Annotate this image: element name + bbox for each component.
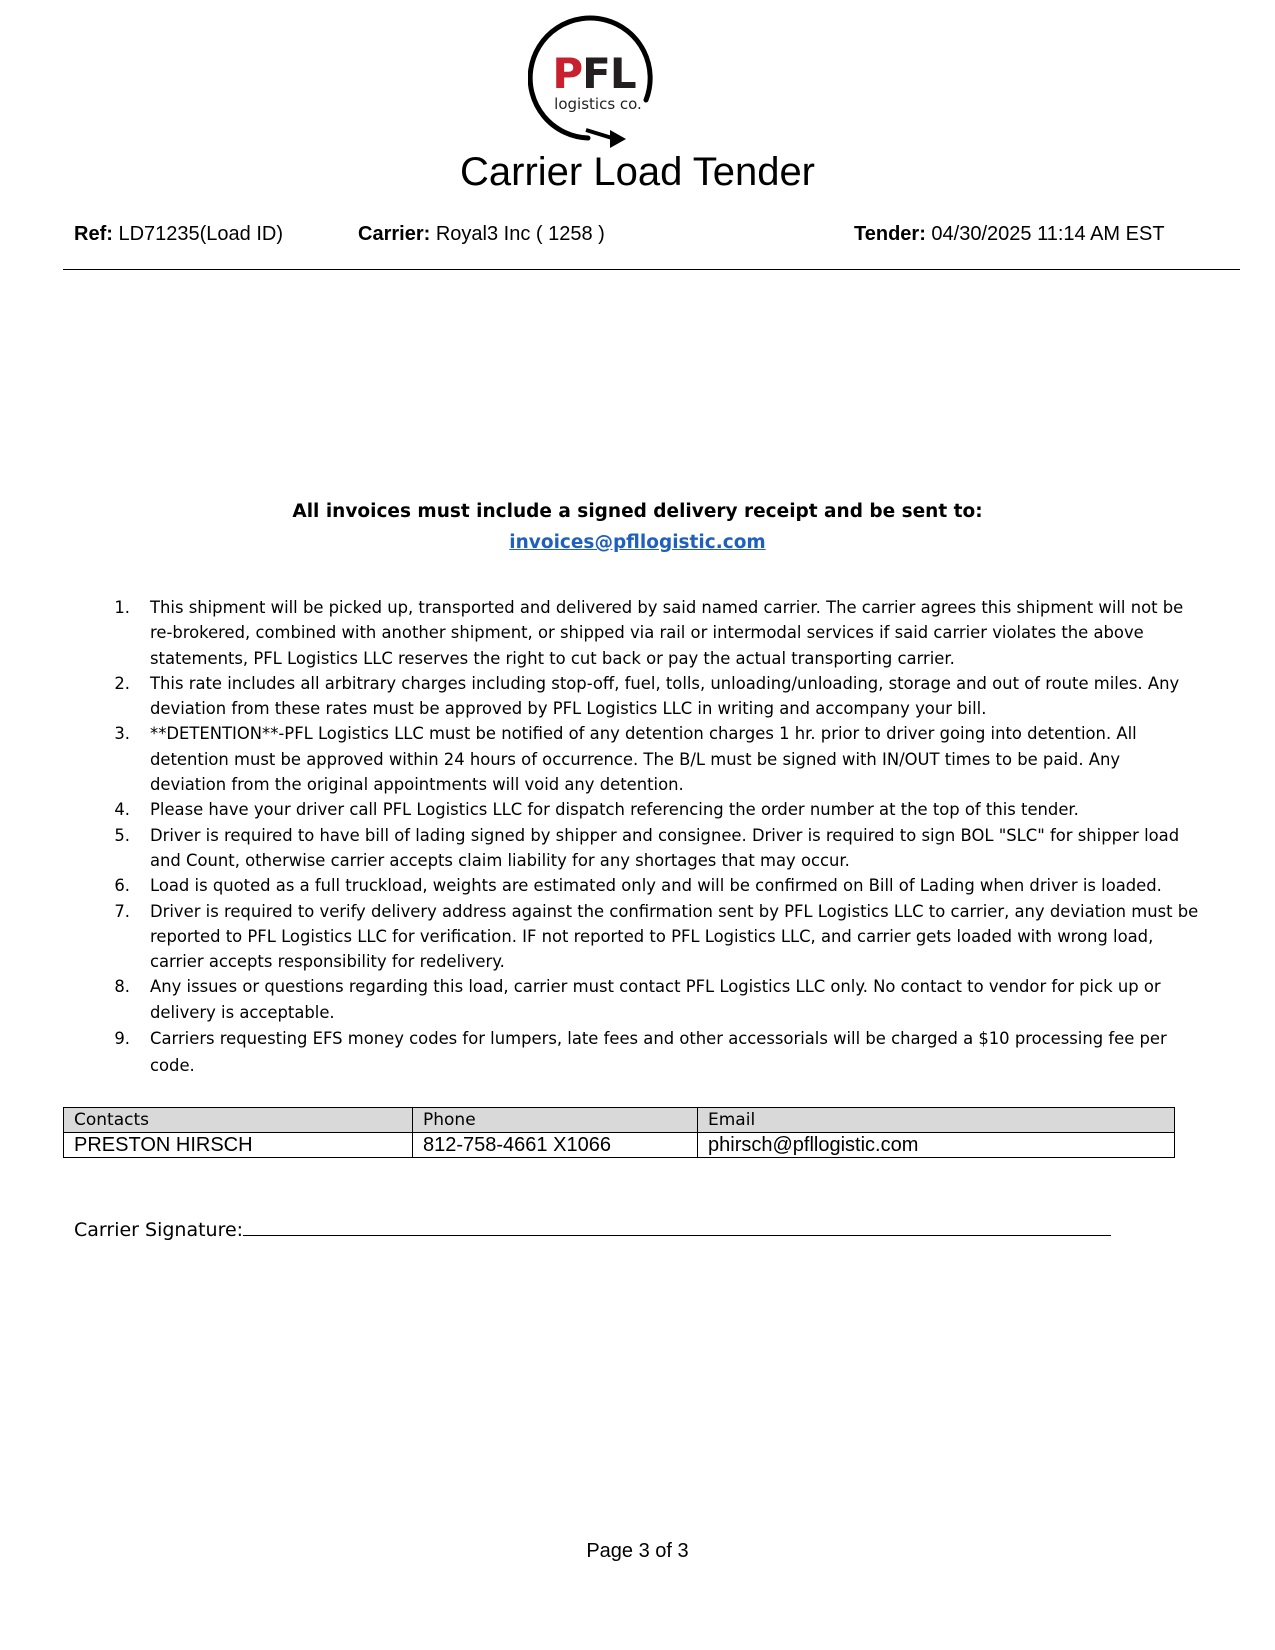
terms-item: 4. Please have your driver call PFL Logistics LLC for dispatch referencing the order number at the top of this tender.	[114, 800, 1079, 820]
invoices-heading: All invoices must include a signed delivery receipt and be sent to:	[292, 501, 983, 522]
table-row	[64, 1133, 1175, 1158]
terms-item: 7. Driver is required to verify delivery address against the confirmation sent by PFL Logistics LLC to carrier, any deviation must be reported to PFL Logistics LLC for verification. IF not reported to PFL Logistics LLC, and carrier gets loaded with wrong load, carrier accepts responsibility for redelivery.	[114, 901, 1199, 972]
contacts-table	[63, 1107, 1175, 1158]
column-header-phone: Phone	[413, 1108, 698, 1133]
column-header-contacts: Contacts	[64, 1108, 413, 1133]
terms-item: 5. Driver is required to have bill of lading signed by shipper and consignee. Driver is required to sign BOL "SLC" for shipper load and Count, otherwise carrier accepts claim liability for any shortages that may occur.	[114, 825, 1180, 870]
ref-label: Ref:	[74, 223, 113, 245]
ref-value: LD71235(Load ID)	[118, 223, 284, 245]
carrier-signature	[74, 1216, 1111, 1244]
terms-item: 1. This shipment will be picked up, transported and delivered by said named carrier. The carrier agrees this shipment will not be re-brokered, combined with another shipment, or shipped via rail or intermodal services if said carrier violates the above statements, PFL Logistics LLC reserves the right to cut back or pay the actual transporting carrier.	[114, 598, 1184, 668]
page-number: Page 3 of 3	[586, 1540, 689, 1562]
pfl-logo	[528, 12, 668, 152]
terms-item: 6. Load is quoted as a full truckload, weights are estimated only and will be confirmed on Bill of Lading when driver is loaded.	[114, 876, 1162, 896]
terms-item: 3. **DETENTION**-PFL Logistics LLC must be notified of any detention charges 1 hr. prior to driver going into detention. All detention must be approved within 24 hours of occurrence. The B/L must be signed with IN/OUT times to be paid. Any deviation from the original appointments will void any detention.	[114, 724, 1137, 795]
ref-field	[74, 220, 283, 248]
signature-label: Carrier Signature:	[74, 1219, 244, 1241]
column-header-email: Email	[698, 1108, 1175, 1133]
tender-value: 04/30/2025 11:14 AM EST	[931, 223, 1165, 245]
svg-text:logistics co.: logistics co.	[554, 95, 642, 113]
tender-field	[854, 220, 1165, 248]
terms-item: 9. Carriers requesting EFS money codes for lumpers, late fees and other accessorials will be charged a $10 processing fee per code.	[114, 1029, 1167, 1076]
carrier-field	[358, 220, 605, 248]
contact-email: phirsch@pfllogistic.com	[698, 1133, 1175, 1158]
table-header-row	[64, 1108, 1175, 1133]
signature-line[interactable]	[243, 1217, 1111, 1236]
tender-label: Tender:	[854, 223, 926, 245]
terms-item: 2. This rate includes all arbitrary charges including stop-off, fuel, tolls, unloading/unloading, storage and out of route miles. Any deviation from these rates must be approved by PFL Logistics LLC in writing and accompany your bill.	[114, 673, 1180, 719]
carrier-value: Royal3 Inc ( 1258 )	[435, 223, 605, 245]
contact-name: PRESTON HIRSCH	[64, 1133, 413, 1158]
carrier-label: Carrier:	[358, 223, 431, 245]
invoices-email-link[interactable]: invoices@pfllogistic.com	[509, 532, 766, 553]
page-title: Carrier Load Tender	[459, 150, 816, 194]
contact-phone: 812-758-4661 X1066	[413, 1133, 698, 1158]
terms-item: 8. Any issues or questions regarding this load, carrier must contact PFL Logistics LLC only. No contact to vendor for pick up or delivery is acceptable.	[114, 977, 1161, 1022]
terms-list	[110, 595, 1200, 1079]
svg-text:PFL: PFL	[552, 49, 636, 98]
header-divider	[63, 269, 1240, 270]
